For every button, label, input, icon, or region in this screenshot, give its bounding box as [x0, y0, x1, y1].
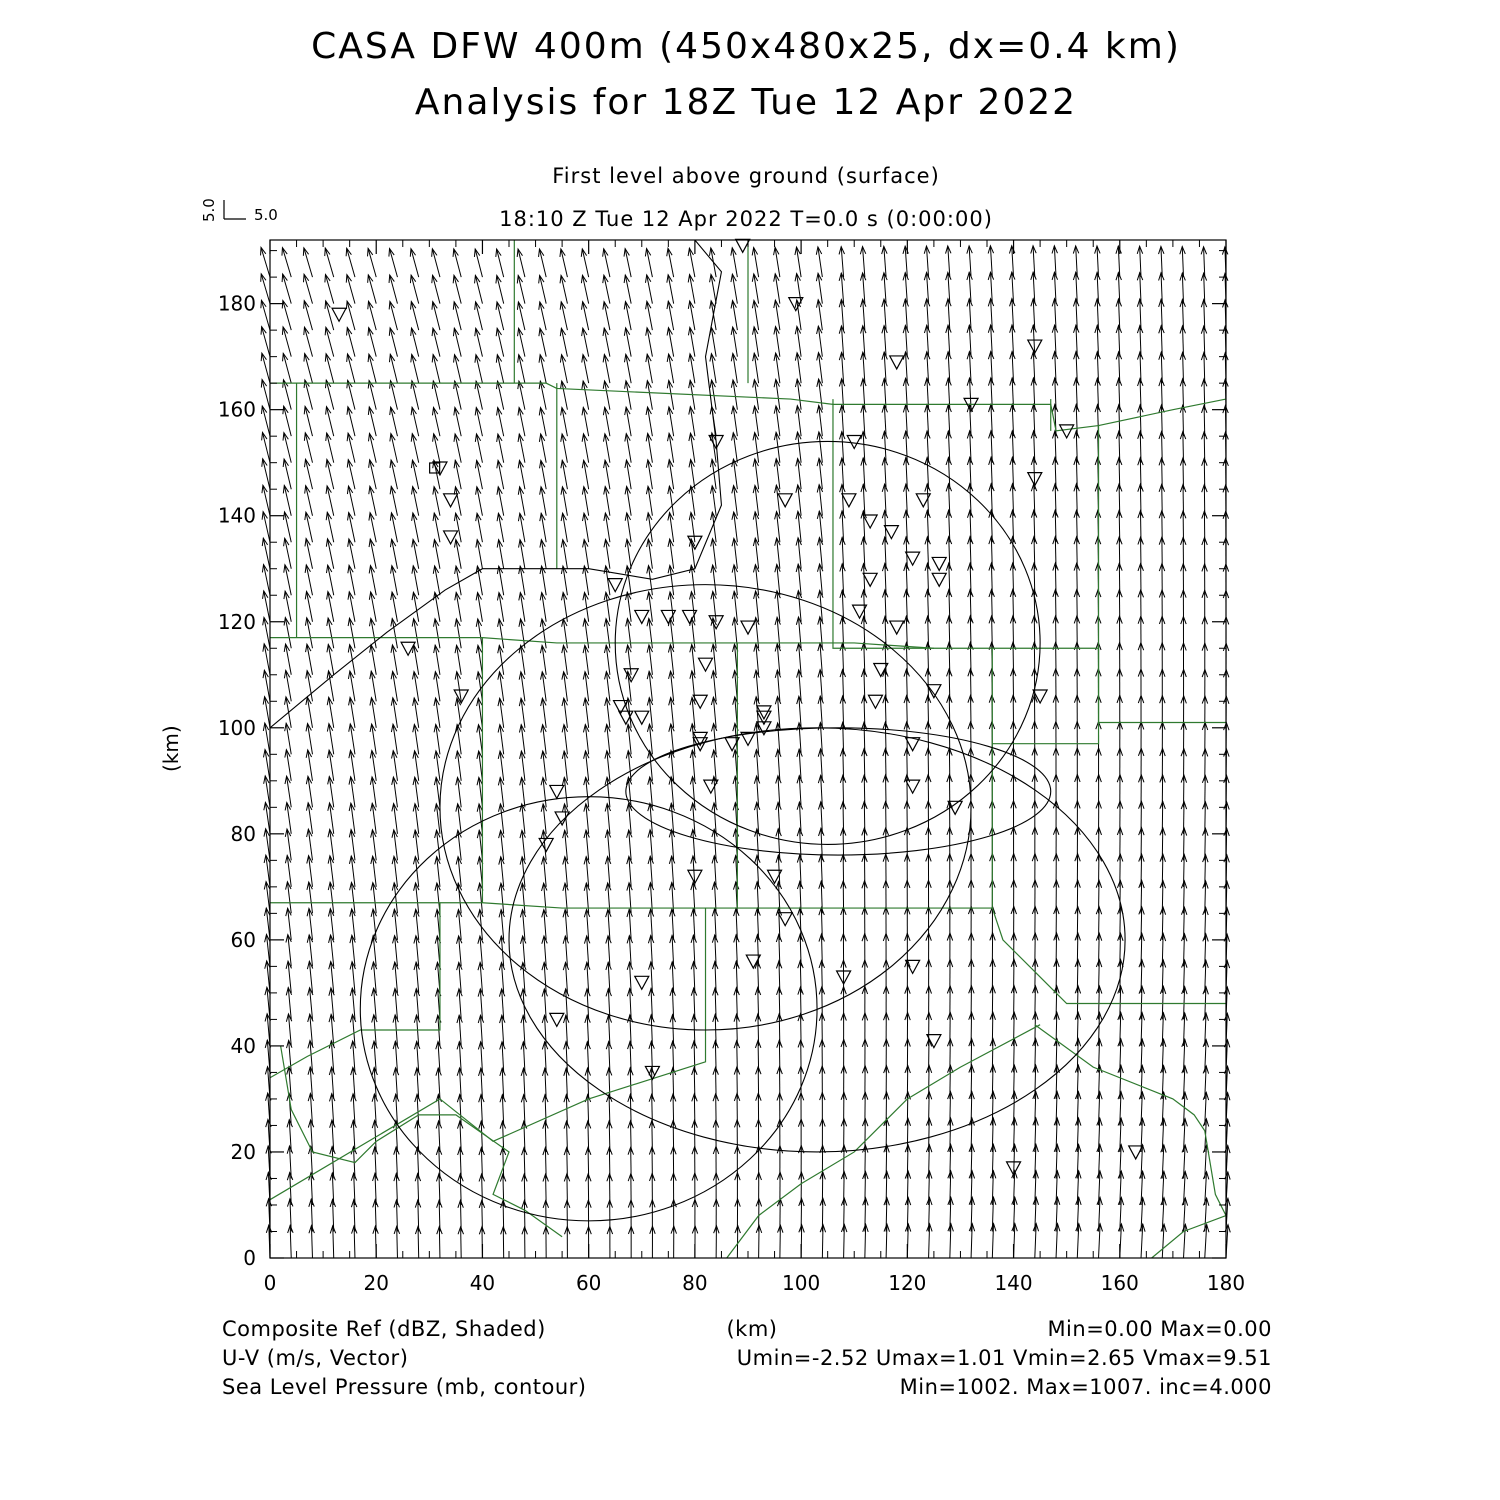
y-tick-label: 0: [243, 1246, 256, 1270]
x-tick-label: 40: [469, 1271, 496, 1295]
station-triangle: [842, 494, 856, 507]
x-tick-label: 120: [888, 1271, 927, 1295]
footer-center: (km): [726, 1317, 778, 1341]
station-triangle: [1129, 1146, 1143, 1159]
y-tick-label: 60: [230, 927, 256, 952]
wind-vector: [262, 406, 270, 436]
station-triangle: [906, 552, 920, 565]
wind-vector: [524, 1174, 525, 1205]
wind-vector: [304, 248, 313, 277]
station-triangle: [757, 706, 771, 719]
county-border: [270, 908, 706, 1200]
footer-right-3: Min=1002. Max=1007. inc=4.000: [899, 1375, 1272, 1399]
wind-vector: [283, 380, 291, 410]
footer-left-1: Composite Ref (dBZ, Shaded): [222, 1317, 546, 1341]
wind-vector: [390, 354, 397, 383]
wind-vector: [713, 592, 716, 622]
station-triangle: [906, 780, 920, 793]
vector-key: [200, 198, 278, 224]
wind-vector: [390, 381, 397, 410]
y-tick-label: 100: [217, 715, 256, 740]
station-triangle: [608, 579, 622, 592]
vector-key-u-label: 5.0: [254, 206, 278, 224]
x-tick-label: 160: [1100, 1271, 1139, 1295]
county-border: [270, 638, 1099, 649]
wind-vector-field: [261, 246, 1231, 1258]
y-tick-label: 160: [217, 397, 256, 422]
station-triangle: [932, 573, 946, 586]
axis-ticks: [218, 240, 1245, 1295]
county-border: [727, 1025, 1040, 1258]
wind-vector: [326, 354, 334, 383]
wind-vector: [500, 804, 503, 834]
wind-vector: [305, 354, 313, 384]
wind-vector: [497, 275, 504, 303]
station-triangle: [635, 976, 649, 989]
station-triangle: [863, 573, 877, 586]
y-tick-label: 40: [230, 1033, 256, 1058]
wind-vector: [283, 300, 291, 330]
station-triangle: [1060, 425, 1074, 438]
station-triangle: [704, 780, 718, 793]
wind-vector: [755, 538, 758, 568]
station-triangle: [555, 812, 569, 825]
wind-vector: [283, 274, 292, 304]
county-border: [281, 1046, 562, 1237]
wind-vector: [284, 406, 292, 436]
wind-vector: [567, 1174, 568, 1205]
x-tick-label: 60: [575, 1271, 602, 1295]
wind-vector: [1204, 458, 1205, 489]
station-triangle: [444, 494, 458, 507]
wind-vector: [518, 249, 525, 277]
vector-key-v-label: 5.0: [200, 198, 218, 222]
wind-vector: [325, 274, 333, 303]
wind-vector: [454, 249, 461, 277]
wind-vector: [283, 353, 291, 383]
wind-vector: [347, 301, 355, 330]
x-tick-label: 100: [782, 1271, 821, 1295]
wind-vector: [305, 380, 313, 410]
wind-vector: [282, 248, 291, 277]
wind-vector: [497, 249, 504, 277]
y-tick-label: 120: [217, 609, 256, 634]
wind-vector: [369, 301, 377, 330]
wind-vector: [262, 327, 270, 357]
wind-vector: [390, 301, 398, 330]
wind-vector: [412, 354, 419, 383]
wind-vector: [261, 274, 270, 304]
wind-vector: [1204, 405, 1205, 436]
station-triangle: [693, 695, 707, 708]
wind-vector: [475, 249, 482, 277]
wind-vector: [564, 751, 567, 781]
wind-vector: [261, 247, 270, 277]
title-line-2: Analysis for 18Z Tue 12 Apr 2022: [414, 82, 1078, 123]
station-triangle: [635, 711, 649, 724]
wind-vector: [263, 459, 270, 489]
wind-vector: [1183, 432, 1184, 463]
station-triangle: [890, 621, 904, 634]
county-borders: [270, 240, 1226, 1258]
wind-vector: [734, 565, 737, 595]
x-tick-label: 180: [1206, 1271, 1246, 1295]
wind-vector: [412, 328, 419, 357]
y-axis-label: (km): [159, 725, 183, 772]
footer-right-1: Min=0.00 Max=0.00: [1047, 1317, 1272, 1341]
wind-vector: [433, 275, 440, 303]
wind-vector: [262, 432, 270, 462]
wind-vector: [325, 248, 333, 277]
footer-right-2: Umin=-2.52 Umax=1.01 Vmin=2.65 Vmax=9.51: [736, 1346, 1272, 1370]
wind-vector: [369, 354, 376, 383]
wind-vector: [262, 353, 270, 383]
wind-vector: [305, 433, 312, 463]
wind-vector: [262, 380, 270, 410]
wind-vector: [482, 1200, 483, 1231]
y-tick-label: 80: [230, 821, 256, 846]
station-triangle: [863, 515, 877, 528]
wind-vector: [670, 645, 673, 675]
wind-vector: [454, 302, 461, 330]
wind-vector: [546, 1174, 547, 1205]
wind-vector: [588, 1147, 589, 1178]
x-tick-label: 80: [682, 1271, 708, 1295]
y-tick-label: 140: [217, 503, 256, 528]
wind-vector: [369, 328, 377, 357]
wind-vector: [347, 248, 355, 277]
title-line-1: CASA DFW 400m (450x480x25, dx=0.4 km): [311, 26, 1181, 67]
x-tick-label: 20: [363, 1271, 389, 1295]
station-triangle: [884, 526, 898, 539]
footer-left-2: U-V (m/s, Vector): [222, 1346, 409, 1370]
wind-vector: [411, 249, 419, 277]
y-tick-label: 20: [230, 1139, 256, 1164]
station-triangle: [890, 356, 904, 369]
wind-vector: [348, 380, 355, 409]
wind-vector: [347, 328, 355, 357]
wind-vector: [415, 857, 418, 887]
wind-vector: [475, 275, 482, 303]
wind-vector: [476, 302, 483, 330]
station-triangle: [778, 494, 792, 507]
wind-vector: [283, 327, 291, 357]
level-subtitle: First level above ground (surface): [552, 164, 940, 188]
plot-frame: [270, 240, 1226, 1258]
wind-vector: [304, 301, 312, 330]
wind-vector: [304, 274, 312, 303]
wind-vector: [304, 327, 312, 357]
county-border: [992, 648, 1098, 743]
wind-vector: [369, 381, 376, 410]
wind-vector: [347, 275, 355, 304]
station-triangle: [635, 610, 649, 623]
wind-vector: [326, 407, 333, 437]
wind-vector: [368, 248, 376, 277]
wind-vector: [261, 300, 270, 330]
map-plot: [218, 239, 1245, 1295]
y-tick-label: 180: [217, 291, 256, 316]
wind-vector: [454, 275, 461, 303]
station-triangle: [550, 785, 564, 798]
wind-vector: [284, 433, 291, 463]
wind-vector: [390, 328, 397, 357]
wind-vector: [432, 249, 440, 277]
wind-vector: [347, 354, 354, 383]
wind-vector: [368, 275, 376, 304]
station-triangle: [550, 1013, 564, 1026]
station-triangle: [932, 557, 946, 570]
wind-vector: [326, 327, 334, 356]
station-triangle: [741, 621, 755, 634]
wind-vector: [692, 618, 695, 648]
contour-upper-right: [270, 240, 721, 728]
wind-vector: [390, 249, 398, 278]
wind-vector: [326, 301, 334, 330]
wind-vector: [348, 407, 355, 436]
station-triangle: [699, 658, 713, 671]
wind-vector: [326, 380, 333, 409]
wind-vector: [433, 302, 440, 330]
wind-vector: [1204, 432, 1205, 463]
station-triangle: [868, 695, 882, 708]
station-triangle: [778, 913, 792, 926]
wind-vector: [433, 328, 440, 357]
wind-vector: [411, 302, 418, 331]
county-border: [270, 383, 1226, 431]
x-tick-label: 140: [994, 1271, 1033, 1295]
wind-vector: [649, 671, 652, 701]
wind-vector: [390, 275, 398, 304]
wind-vector: [524, 1200, 525, 1231]
station-triangle: [332, 308, 346, 321]
x-tick-label: 0: [263, 1271, 277, 1295]
time-subtitle: 18:10 Z Tue 12 Apr 2022 T=0.0 s (0:00:00): [499, 207, 993, 231]
footer-left-3: Sea Level Pressure (mb, contour): [222, 1375, 587, 1399]
wind-vector: [411, 275, 419, 303]
county-border: [1035, 1025, 1226, 1258]
wind-vector: [305, 406, 312, 436]
